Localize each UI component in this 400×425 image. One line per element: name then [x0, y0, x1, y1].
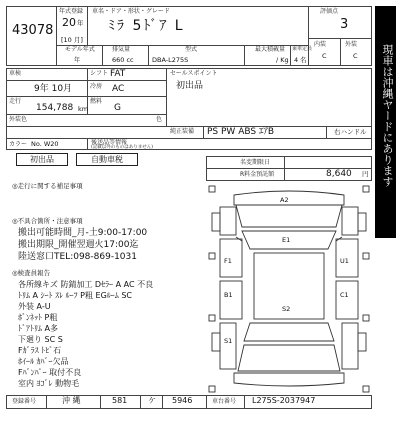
- interior-label: 内装: [314, 41, 327, 48]
- notes-sec2-line: 搬出可能時間_月-土9:00-17:00: [18, 228, 148, 238]
- notes-sec3-line: ﾄﾘﾑ A ｼｰﾄ ｽﾚ ﾙｰﾌ P粗 EGﾙｰﾑ SC: [18, 291, 133, 300]
- capacity-unit: 名: [300, 56, 307, 64]
- chassis-label: 車台番号: [212, 398, 237, 405]
- plate-number: 5946: [172, 396, 193, 405]
- exterior-label: 外装: [345, 41, 358, 48]
- equipment-value: PS PW ABS ｴｱB: [207, 127, 275, 137]
- mileage-label: 走行: [9, 98, 22, 105]
- notes-sec3-line: 各所線キズ 防錆加工 Dｾﾗｰ A AC 不良: [18, 280, 154, 289]
- model-code-value: DBA-L275S: [152, 56, 189, 64]
- notes-sec3-line: Fｶﾞﾗｽ ﾄﾋﾞ石: [18, 346, 62, 355]
- plate-label: 登録番号: [12, 398, 37, 405]
- diagram-label-u1: U1: [340, 257, 349, 265]
- model-unit: 年: [74, 57, 81, 64]
- diagram-label-a2: A2: [280, 196, 289, 204]
- diagram-label-c1: C1: [340, 291, 349, 299]
- diagram-label-s2: S2: [282, 305, 291, 313]
- notes-sec1-title: ◎走行に関する補足事項: [12, 182, 83, 190]
- selling-point-label: セールスポイント: [170, 70, 218, 77]
- lot-number: 43078: [12, 23, 54, 38]
- capacity-label: 乗車定員: [292, 46, 313, 52]
- mileage-unit: km: [78, 105, 89, 113]
- first-listing-badge: 初出品: [16, 153, 68, 166]
- capacity-value: 4: [294, 56, 299, 64]
- model-code-label: 型式: [185, 46, 198, 53]
- exterior-value: C: [353, 52, 358, 60]
- notes-sec3-line: ﾄﾞｱﾄﾘﾑ A多: [18, 324, 59, 333]
- year-unit: 年: [77, 19, 84, 27]
- max-load-unit: / Kg: [276, 56, 289, 64]
- diagram-label-f1: F1: [224, 257, 232, 265]
- fuel-value: G: [114, 103, 121, 113]
- interior-color-label: 色: [156, 116, 163, 123]
- year-label: 年式登録: [59, 8, 84, 15]
- recycle-label: R料金預託額: [240, 171, 275, 178]
- self-tax-badge: 自動車税: [76, 153, 138, 166]
- notes-sec2-line: 陸送窓口TEL:098-869-1031: [18, 252, 137, 262]
- diagram-label-s1: S1: [224, 337, 233, 345]
- color-label: カラー: [9, 141, 28, 148]
- equipment-label: 純正装備: [170, 128, 195, 135]
- car-name-label: 車名・ドア・形状・グレード: [92, 8, 170, 15]
- transfer-label: 後送品等情報: [91, 139, 128, 146]
- displacement-value: 660 cc: [112, 56, 134, 64]
- selling-point-value: 初出品: [176, 81, 204, 91]
- plate-kana: ケ: [148, 396, 156, 405]
- notes-sec3-line: 下廻り SC S: [18, 335, 63, 344]
- transfer-note: (記載以外のものはありません): [91, 145, 154, 150]
- car-damage-diagram: [206, 183, 372, 395]
- mileage-value: 154,788: [36, 103, 74, 113]
- chassis-value: L275S-2037947: [252, 396, 316, 405]
- name-change-label: 名変期限日: [240, 159, 271, 166]
- notes-sec2-title: ◎不具合箇所・注意事項: [12, 217, 83, 225]
- shift-label: シフト: [90, 70, 109, 77]
- shift-value: FAT: [110, 69, 126, 79]
- diagram-label-e1: E1: [282, 236, 291, 244]
- fuel-label: 燃料: [90, 98, 103, 105]
- notes-sec3-title: ◎検査員報告: [12, 269, 51, 277]
- aircon-label: 冷房: [90, 83, 103, 90]
- notes-sec3-line: ﾎｲｰﾙ ｶﾊﾞｰ欠品: [18, 357, 69, 366]
- notes-sec3-line: 室内 ﾖｺﾞﾚ 動物毛: [18, 379, 80, 388]
- notes-sec2-line: 搬出期限_開催翌週火17:00迄: [18, 240, 139, 250]
- model-label: モデル年式: [65, 46, 95, 53]
- color-value: No. W20: [31, 140, 59, 148]
- month-value: [10 月]: [61, 36, 83, 44]
- handle-value: 右ハンドル: [334, 128, 367, 136]
- year-value: 20: [62, 16, 76, 29]
- notes-sec3-line: 外装 A-U: [18, 302, 51, 311]
- right-banner-text: 現車は沖縄ヤードにあります: [381, 44, 394, 187]
- score-value: 3: [340, 17, 349, 32]
- plate-class-number: 581: [112, 396, 128, 405]
- exterior-color-label: 外装色: [9, 116, 28, 123]
- expiry-value: 9年 10月: [34, 84, 73, 94]
- max-load-label: 最大積載量: [255, 46, 286, 53]
- recycle-value: 8,640: [326, 169, 352, 179]
- plate-region: 沖 縄: [62, 396, 81, 405]
- score-label: 評価点: [320, 8, 339, 15]
- interior-value: C: [322, 52, 327, 60]
- recycle-unit: 円: [362, 170, 369, 178]
- notes-sec3-line: Fﾊﾞﾝﾊﾟｰ 取付不良: [18, 368, 82, 377]
- inspection-label: 車検: [9, 70, 22, 77]
- displacement-label: 排気量: [112, 46, 131, 53]
- aircon-value: AC: [112, 84, 125, 94]
- car-name-value: ﾐﾗ 5ﾄﾞｱ L: [108, 18, 185, 34]
- notes-sec3-line: ﾎﾞﾝﾈｯﾄ P粗: [18, 313, 58, 322]
- diagram-label-b1: B1: [224, 291, 233, 299]
